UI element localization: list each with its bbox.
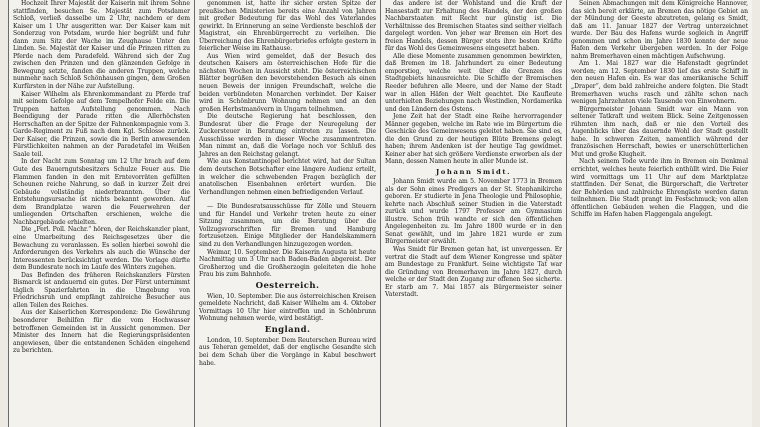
article-paragraph: In der Nacht zum Sonntag um 12 Uhr brach auf dem Gute des Bauerngutsbesitzers Schulze Feuer aus. Die Flammen fanden in den mit Erntevorräten gefüllten Scheunen reiche Nahrung, so daß in kurzer Zeit drei Gebäude vollständig niederbrannten. Über die Entstehungsursache ist nichts bekannt geworden. Auf dem Brandplatze waren die Feuerwehren der umliegenden Ortschaften erschienen, welche die Nachbargebäude erhielten.: [13, 158, 190, 226]
text-column-2: [194, 0, 380, 427]
article-paragraph: Alle diese Momente zusammen genommen bewirkten, daß Bremen im 18. Jahrhundert zu einer Bedeutung emporstieg, welche weit über die Grenzen des Stadtgebiets hinausreichte. Die Schiffe der Bremischen Reeder befuhren alle Meere, und der Name der Stadt war in allen Häfen der Welt geachtet. Die Kaufleute unterhielten Beziehungen nach Westindien, Nordamerika und den Ländern des Ostens.: [385, 52, 562, 113]
article-paragraph: — Die Bundesratsausschüsse für Zölle und Steuern und für Handel und Verkehr treten heute zu einer Sitzung zusammen, um die Beratung über die Vollzugsvorschriften für Bremen und Hamburg fortzusetzen. Einige Mitglieder der Handelskammern sind zu den Verhandlungen hinzugezogen worden.: [199, 203, 376, 248]
article-paragraph: Die deutsche Regierung hat beschlossen, den Bundesrat über die Frage der Neuregelung der Zuckersteuer in Beratung eintreten zu lassen. Die Ausschüsse werden in dieser Woche zusammentreten. Man nimmt an, daß die Vorlage noch vor Schluß des Jahres an den Reichstag gelangt.: [199, 113, 376, 158]
article-paragraph: Wie aus Konstantinopel berichtet wird, hat der Sultan dem deutschen Botschafter eine längere Audienz erteilt, in welcher die schwebenden Fragen bezüglich der anatolischen Eisenbahnen erörtert wurden. Die Verhandlungen nehmen einen befriedigenden Verlauf.: [199, 158, 376, 196]
article-paragraph: Jene Zeit hat der Stadt eine Reihe hervorragender Männer gegeben, welche im Rate wie im Bürgertum die Geschicke des Gemeinwesens geleitet haben. Sie sind es, die den Grund zu der heutigen Blüte Bremens gelegt haben; ihrem Andenken ist der heutige Tag gewidmet. Keiner aber hat sich größere Verdienste erworben als der Mann, dessen Namen heute in aller Munde ist.: [385, 113, 562, 166]
text-column-3: [380, 0, 566, 427]
article-paragraph: Johann Smidt wurde am 5. November 1773 in Bremen als der Sohn eines Predigers an der St. Stephanikirche geboren. Er studierte in Jena Theologie und Philosophie, kehrte nach Abschluß seiner Studien in die Vaterstadt zurück und wurde 1797 Professor am Gymnasium illustre. Schon früh wandte er sich den öffentlichen Angelegenheiten zu. Im Jahre 1800 wurde er in den Senat gewählt, und im Jahre 1821 wurde er zum Bürgermeister erwählt.: [385, 178, 562, 246]
article-paragraph: Am 1. Mai 1827 war die Hafenstadt gegründet worden; am 12. September 1830 lief das erste Schiff in den neuen Hafen ein. Es war das amerikanische Schiff „Draper“, dem bald zahlreiche andere folgten. Die Stadt Bremerhaven wuchs rasch und zählte schon nach wenigen Jahrzehnten viele Tausende von Einwohnern.: [571, 60, 748, 106]
article-subheading: Johann Smidt.: [435, 168, 512, 177]
article-paragraph: Wien, 10. September. Die aus österreichischen Kreisen gemeldete Nachricht, daß Kaiser Wilhelm am 4. Oktober Vormittags 10 Uhr hier eintreffen und in Schönbrunn Wohnung nehmen werde, wird bestätigt.: [199, 292, 376, 323]
article-paragraph: Das Befinden des früheren Reichskanzlers Fürsten Bismarck ist andauernd ein gutes. Der Fürst unternimmt täglich Spazierfahrten in die Umgebung von Friedrichsruh und empfängt zahlreiche Besucher aus allen Teilen des Reiches.: [13, 271, 190, 309]
article-paragraph: Weimar, 10. September. Die Kaiserin Augusta ist heute Nachmittag um 3 Uhr nach Baden-Baden abgereist. Der Großherzog und die Großherzogin geleiteten die hohe Frau bis zum Bahnhofe.: [199, 248, 376, 279]
article-paragraph: das andere ist der Wohlstand und die Kraft der Hansestadt zur Erhaltung des Handels, der den großen Nachbarstaaten mit Recht nur günstig ist. Die Verhältnisse des Bremischen Staates sind seither vielfach dargelegt worden. Von jeher war Bremen ein Hort des freien Handels, dessen Bürger stets ihre besten Kräfte für das Wohl des Gemeinwesens eingesetzt haben.: [385, 0, 562, 53]
text-column-1: [8, 0, 194, 427]
section-heading: Oesterreich.: [255, 280, 320, 291]
article-paragraph: London, 10. September. Dem Reuterschen Bureau wird aus Teheran gemeldet, daß der englische Gesandte sich bei dem Schah über die Vorgänge in Kabul beschwert habe.: [199, 336, 376, 367]
article-paragraph: genommen ist, hatte ihr sicher ersten Spitze der preußischen Ministerien bereits eine Anzahl von Jahren mit großer Bedeutung für das Wohl des Vaterlandes gewirkt. In Erinnerung an seine Verdienste beschloß der Magistrat, ein Ehrenbürgerrecht zu verleihen. Die Überreichung des Ehrenbürgerbriefes erfolgte gestern in feierlicher Weise im Rathause.: [199, 0, 376, 53]
article-paragraph: Bürgermeister Johann Smidt war ein Mann von seltener Tatkraft und weitem Blick. Seine Zeitgenossen rühmten ihm nach, daß er nie den Vorteil des Augenblicks über das dauernde Wohl der Stadt gestellt habe. In schweren Zeiten, namentlich während der französischen Herrschaft, bewies er unerschütterlichen Mut und große Klugheit.: [571, 105, 748, 158]
article-paragraph: Was Smidt für Bremen getan hat, ist unvergessen. Er vertrat die Stadt auf dem Wiener Kongresse und später am Bundestage zu Frankfurt. Seine wichtigste Tat war die Gründung von Bremerhaven im Jahre 1827, durch welche er der Stadt den Zugang zur offenen See sicherte. Er starb am 7. Mai 1857 als Bürgermeister seiner Vaterstadt.: [385, 245, 562, 299]
article-paragraph: Die „Perl. Poll. Nachr.“ hören, der Reichskanzler plant, eine Umarbeitung des Reichsgesetzes über die Bewachung zu veranlassen. Es sollen hierbei sowohl die Anforderungen des Verkehrs als auch die Wünsche der Interessenten berücksichtigt werden. Die Vorlage dürfte dem Bundesrate noch im Laufe des Winters zugehen.: [13, 226, 190, 272]
page-left-margin: [0, 0, 8, 427]
section-heading: England.: [264, 324, 311, 335]
article-paragraph: Nach seinem Tode wurde ihm in Bremen ein Denkmal errichtet, welches heute feierlich enthüllt wird. Die Feier wird vormittags um 11 Uhr auf dem Marktplatze stattfinden. Der Senat, die Bürgerschaft, die Vertreter der Behörden und zahlreiche Ehrengäste werden daran teilnehmen. Die Stadt prangt im Festschmuck; von allen öffentlichen Gebäuden wehen die Flaggen, und die Schiffe im Hafen haben Flaggengala angelegt.: [571, 158, 748, 219]
text-column-4: [566, 0, 752, 427]
article-paragraph: Kaiser Wilhelm als Ehrenkommandant zu Pferde traf mit seinem Gefolge auf dem Tempelhofer Felde ein. Die Truppen hatten Aufstellung genommen. Nach Beendigung der Parade ritten die Allerhöchsten Herrschaften an der Spitze der Fahnenkompagnie vom 3. Garde-Regiment zu Fuß nach dem Kgl. Schlosse zurück. Der Kaiser, die Prinzen, sowie die in Berlin anwesenden Fürstlichkeiten nahmen an der Paradetafel im Weißen Saale teil.: [13, 90, 190, 158]
page-right-margin: [752, 0, 760, 427]
article-paragraph: Aus Wien wird gemeldet, daß der Besuch des deutschen Kaisers am österreichischen Hofe für die nächsten Wochen in Aussicht steht. Die österreichischen Blätter begrüßen den bevorstehenden Besuch als einen neuen Beweis der innigen Freundschaft, welche die beiden verbündeten Monarchen verbindet. Der Kaiser wird in Schönbrunn Wohnung nehmen und an den großen Herbstmanövern in Ungarn teilnehmen.: [199, 52, 376, 113]
section-divider: [263, 199, 313, 200]
article-paragraph: Hochzeit Ihrer Majestät der Kaiserin mit ihrem Sohne stattfinden, besuchen Se. Majestät zum Potsdamer Schloß, verließ dasselbe um 2 Uhr, nachdem er dem Kaiser um 1 Uhr ausgeritten war. Der Kaiser kam mit Sonderzug von Potsdam, wurde hier begrüßt und fuhr dann zum Sitz der Wache im Zeughause Unter den Linden. Se. Majestät der Kaiser und die Prinzen ritten zu Pferde nach dem Paradefeld. Während sich der Zug zwischen den Prinzen und den glänzenden Gefolge in Bewegung setzte, fanden die anderen Truppen, welche nunmehr nach Schloß Schönhausen gingen, dem Großen Kurfürsten in der Nähe zur Aufstellung.: [13, 0, 190, 91]
article-paragraph: Seinen Abmachungen mit dem Königreiche Hannover, das sich bereit erklärte, an Bremen das nötige Gebiet an der Mündung der Geeste abzutreten, gelang es Smidt, daß am 11. Januar 1827 der Vertrag unterzeichnet wurde. Der Bau des Hafens wurde sogleich in Angriff genommen und schon im Jahre 1830 konnte der neue Hafen dem Verkehr übergeben werden. In der Folge nahm Bremerhaven einen mächtigen Aufschwung.: [571, 0, 748, 60]
article-paragraph: Aus der Kaiserlichen Korrespondenz: Die Gewährung besonderer Beihilfen für die vom Hochwasser betroffenen Gemeinden ist in Aussicht genommen. Der Minister des Innern hat die Regierungspräsidenten angewiesen, über die entstandenen Schäden eingehend zu berichten.: [13, 309, 190, 355]
